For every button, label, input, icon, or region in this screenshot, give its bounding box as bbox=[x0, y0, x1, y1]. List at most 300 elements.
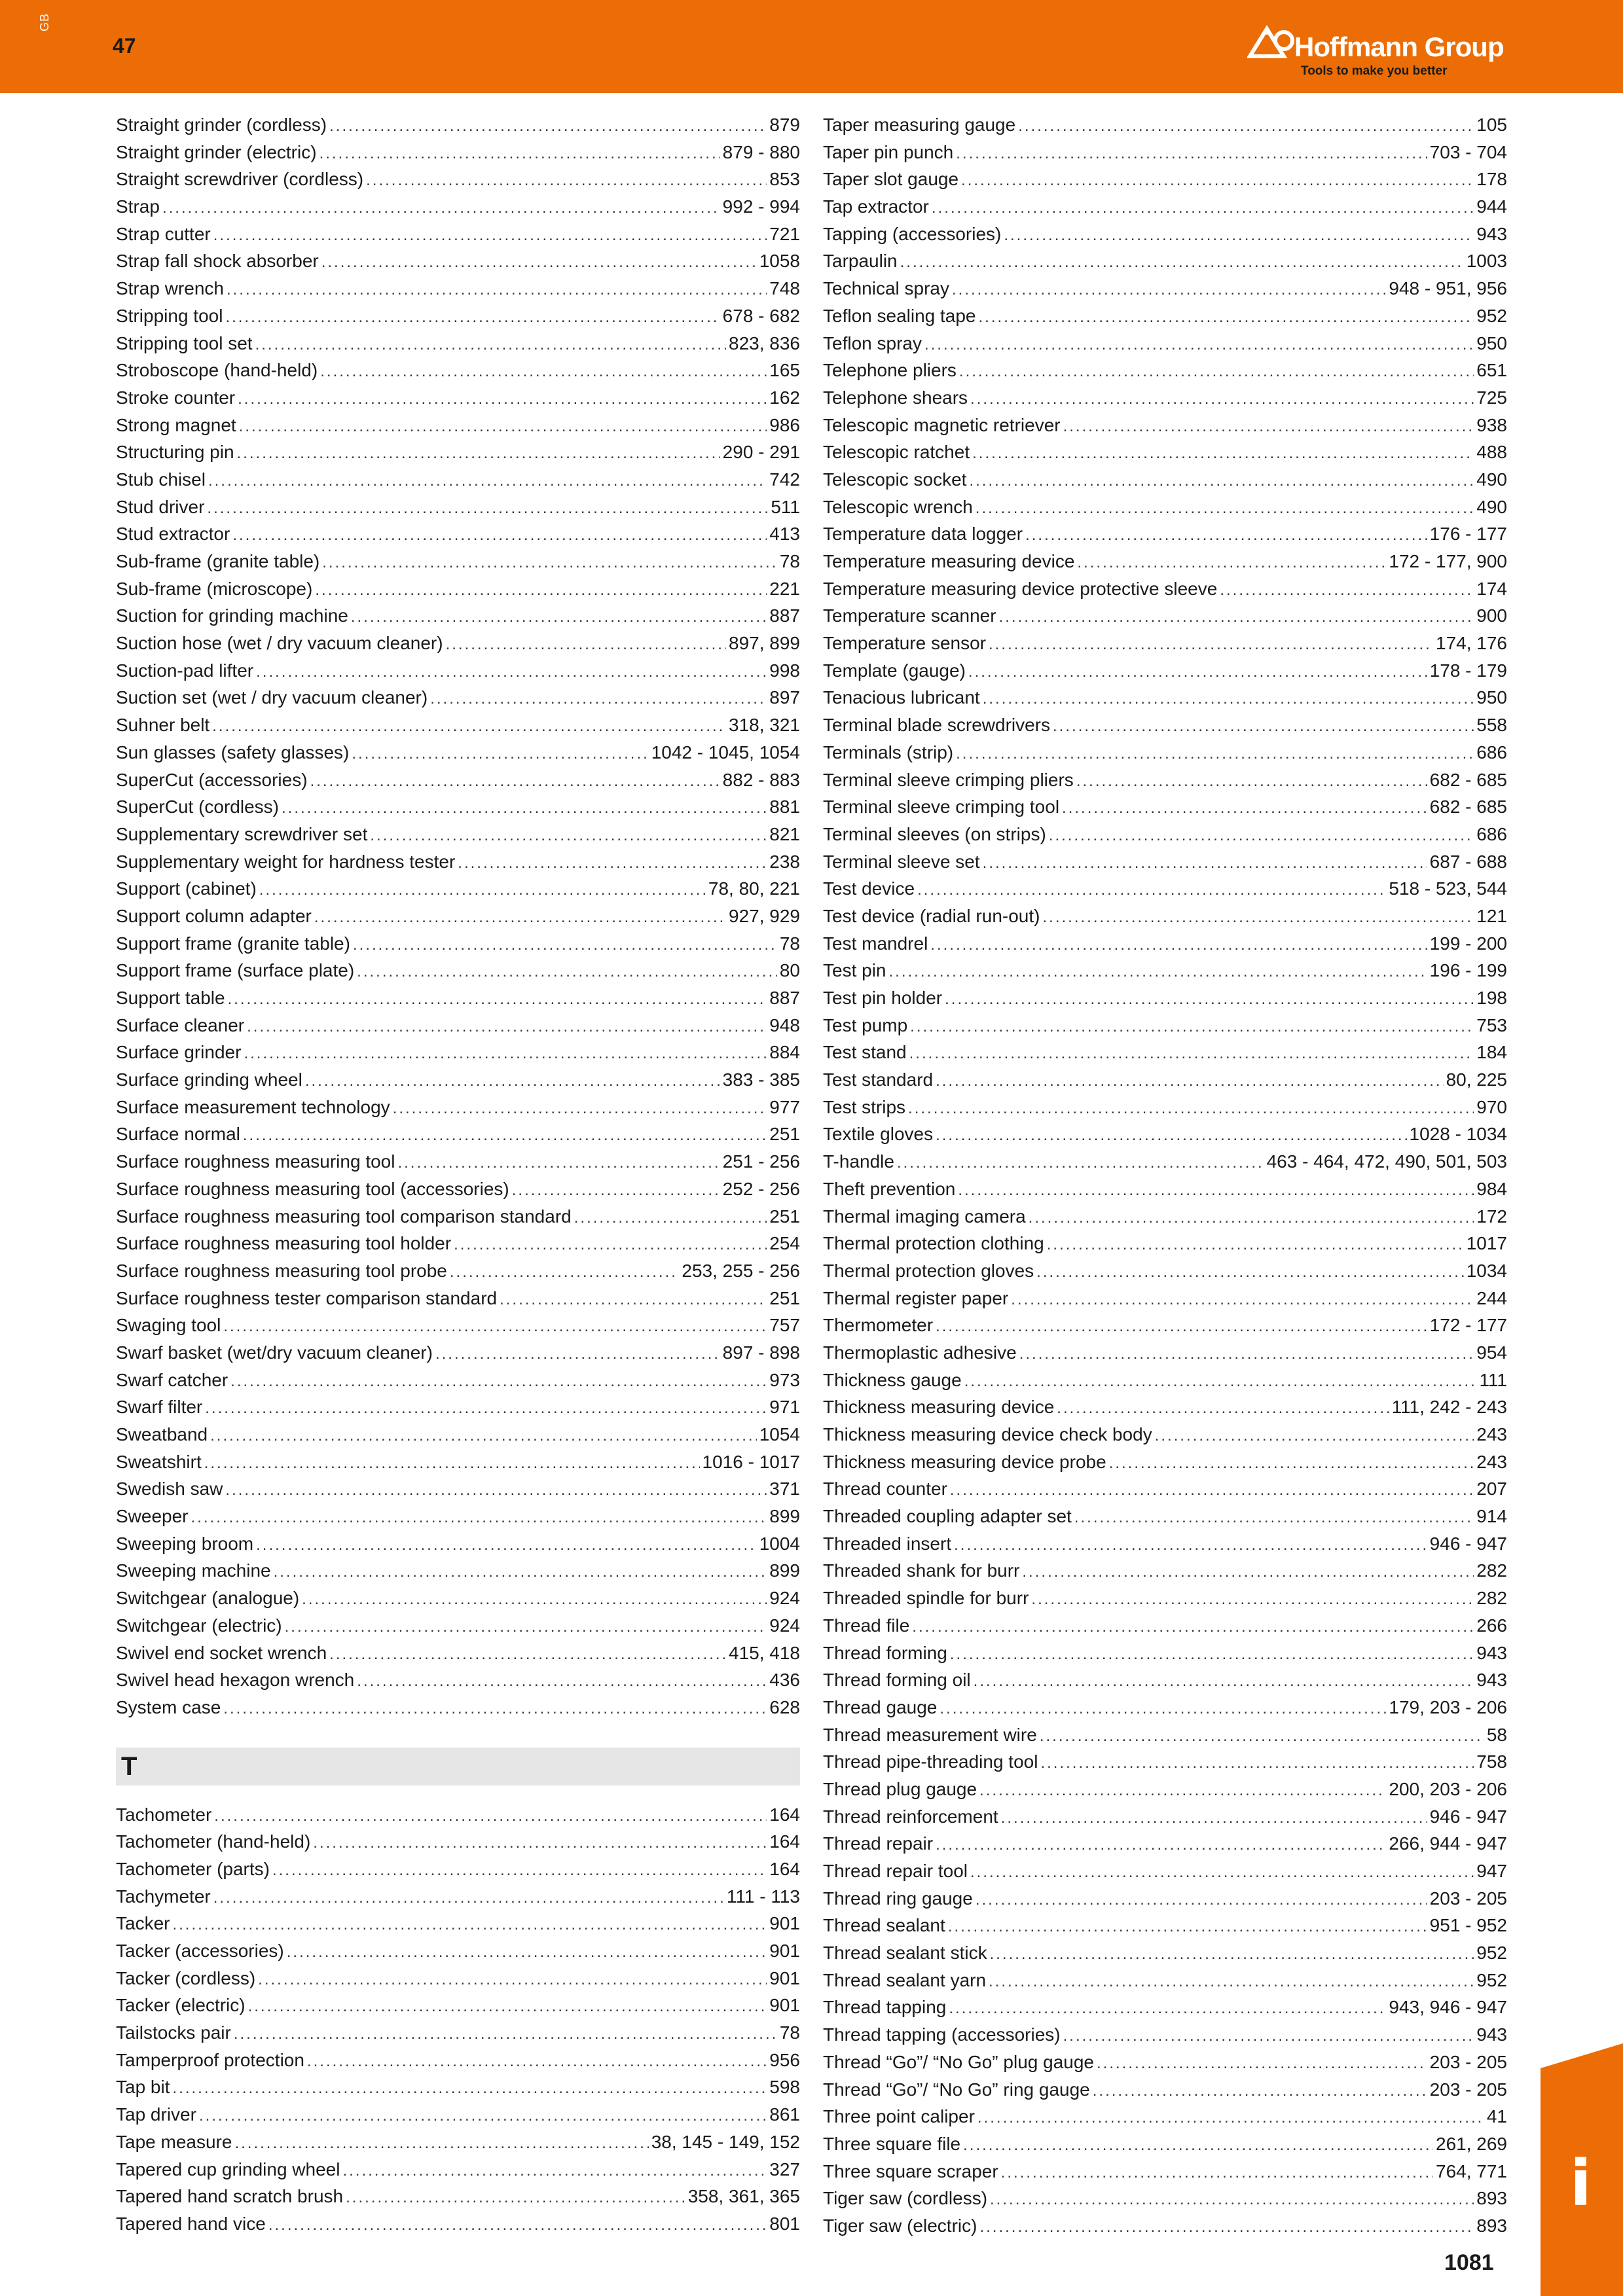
index-pages: 721 bbox=[769, 223, 800, 244]
dot-leader bbox=[247, 1013, 767, 1041]
index-entry[interactable] bbox=[116, 1828, 800, 1856]
index-entry[interactable] bbox=[823, 575, 1507, 603]
index-entry[interactable] bbox=[116, 1612, 800, 1640]
index-entry[interactable] bbox=[116, 1666, 800, 1694]
index-term: Theft prevention bbox=[823, 1178, 956, 1199]
index-entry[interactable] bbox=[116, 139, 800, 166]
index-term: Tap extractor bbox=[823, 196, 929, 217]
index-entry[interactable] bbox=[116, 2128, 800, 2156]
index-entry[interactable] bbox=[823, 657, 1507, 685]
index-entry[interactable] bbox=[116, 602, 800, 630]
index-entry[interactable] bbox=[823, 1257, 1507, 1285]
index-entry[interactable] bbox=[823, 1912, 1507, 1939]
index-entry[interactable] bbox=[823, 1066, 1507, 1094]
dot-leader bbox=[1220, 577, 1474, 604]
dot-leader bbox=[972, 440, 1474, 467]
index-entry[interactable] bbox=[116, 821, 800, 848]
index-pages: 598 bbox=[769, 2077, 800, 2098]
dot-leader bbox=[974, 1668, 1474, 1695]
dot-leader bbox=[574, 1204, 767, 1232]
index-pages: 950 bbox=[1476, 687, 1507, 708]
index-pages: 948 - 951, 956 bbox=[1389, 278, 1507, 299]
index-entry[interactable] bbox=[823, 2021, 1507, 2049]
index-entry[interactable] bbox=[823, 1721, 1507, 1749]
index-term: Stud driver bbox=[116, 496, 205, 517]
index-term: Swedish saw bbox=[116, 1479, 223, 1499]
index-entry[interactable] bbox=[823, 875, 1507, 903]
index-entry[interactable] bbox=[823, 1121, 1507, 1148]
index-entry[interactable] bbox=[823, 139, 1507, 166]
dot-leader bbox=[258, 1966, 767, 1994]
index-term: Temperature measuring device protective sleeve bbox=[823, 578, 1218, 599]
index-entry[interactable] bbox=[823, 439, 1507, 466]
index-entry[interactable] bbox=[823, 1012, 1507, 1039]
index-pages: 998 bbox=[769, 660, 800, 681]
index-term: Threaded insert bbox=[823, 1533, 952, 1554]
index-pages: 944 bbox=[1476, 196, 1507, 217]
index-entry[interactable] bbox=[116, 1640, 800, 1667]
index-pages: 78 bbox=[779, 933, 800, 954]
index-pages: 511 bbox=[771, 496, 800, 517]
index-pages: 243 bbox=[1476, 1451, 1507, 1472]
index-pages: 879 bbox=[769, 115, 800, 135]
index-pages: 266 bbox=[1476, 1615, 1507, 1636]
index-entry[interactable] bbox=[116, 1148, 800, 1175]
dot-leader bbox=[321, 249, 757, 276]
index-entry[interactable] bbox=[823, 1312, 1507, 1339]
dot-leader bbox=[964, 1368, 1477, 1395]
dot-leader bbox=[912, 1613, 1474, 1641]
index-entry[interactable] bbox=[116, 247, 800, 275]
index-entry[interactable] bbox=[116, 1203, 800, 1230]
index-entry[interactable] bbox=[116, 1230, 800, 1257]
index-entry[interactable] bbox=[823, 2130, 1507, 2158]
index-pages: 251 bbox=[769, 1287, 800, 1308]
index-list-s bbox=[116, 111, 800, 1721]
index-entry[interactable] bbox=[116, 330, 800, 357]
index-entry[interactable] bbox=[823, 2158, 1507, 2185]
index-entry[interactable] bbox=[116, 1503, 800, 1530]
index-entry[interactable] bbox=[823, 684, 1507, 711]
index-entry[interactable] bbox=[823, 302, 1507, 330]
index-entry[interactable] bbox=[823, 1994, 1507, 2021]
index-entry[interactable] bbox=[823, 1857, 1507, 1885]
index-entry[interactable] bbox=[116, 439, 800, 466]
index-entry[interactable] bbox=[823, 1640, 1507, 1667]
index-entry[interactable] bbox=[823, 766, 1507, 794]
index-pages: 882 - 883 bbox=[722, 769, 800, 790]
index-term: Telescopic ratchet bbox=[823, 442, 970, 463]
index-entry[interactable] bbox=[823, 793, 1507, 821]
dot-leader bbox=[1109, 1450, 1474, 1477]
index-entry[interactable] bbox=[116, 193, 800, 221]
index-entry[interactable] bbox=[116, 1012, 800, 1039]
index-entry[interactable] bbox=[823, 2103, 1507, 2130]
index-entry[interactable] bbox=[823, 711, 1507, 739]
dot-leader bbox=[968, 658, 1427, 686]
dot-leader bbox=[1049, 822, 1474, 850]
dot-leader bbox=[274, 1558, 767, 1586]
index-term: Sub-frame (granite table) bbox=[116, 551, 320, 571]
index-term: Temperature sensor bbox=[823, 633, 987, 654]
index-entry[interactable] bbox=[116, 2019, 800, 2047]
index-entry[interactable] bbox=[823, 111, 1507, 139]
index-entry[interactable] bbox=[116, 1121, 800, 1148]
index-entry[interactable] bbox=[823, 466, 1507, 493]
index-entry[interactable] bbox=[823, 1148, 1507, 1175]
index-entry[interactable] bbox=[116, 1175, 800, 1203]
index-entry[interactable] bbox=[116, 221, 800, 248]
index-pages: 436 bbox=[769, 1670, 800, 1691]
index-term: Tapered hand scratch brush bbox=[116, 2186, 344, 2207]
index-entry[interactable] bbox=[823, 2185, 1507, 2212]
index-entry[interactable] bbox=[823, 330, 1507, 357]
index-entry[interactable] bbox=[116, 630, 800, 657]
index-term: Thermal protection gloves bbox=[823, 1260, 1034, 1281]
index-entry[interactable] bbox=[116, 575, 800, 603]
index-entry[interactable] bbox=[116, 1066, 800, 1094]
index-pages: 914 bbox=[1476, 1506, 1507, 1527]
index-entry[interactable] bbox=[116, 1585, 800, 1612]
index-term: Strap cutter bbox=[116, 223, 211, 244]
index-entry[interactable] bbox=[823, 412, 1507, 439]
index-entry[interactable] bbox=[823, 1285, 1507, 1312]
index-entry[interactable] bbox=[116, 111, 800, 139]
index-term: Swaging tool bbox=[116, 1315, 221, 1336]
index-pages: 203 - 205 bbox=[1429, 2079, 1507, 2100]
index-entry[interactable] bbox=[823, 739, 1507, 766]
dot-leader bbox=[979, 2214, 1474, 2241]
index-entry[interactable] bbox=[823, 1885, 1507, 1912]
dot-leader bbox=[191, 1504, 767, 1532]
dot-leader bbox=[357, 958, 777, 986]
index-entry[interactable] bbox=[823, 1367, 1507, 1394]
index-pages: 943, 946 - 947 bbox=[1389, 1997, 1507, 2018]
index-entry[interactable] bbox=[823, 1585, 1507, 1612]
index-entry[interactable] bbox=[116, 412, 800, 439]
index-term: Textile gloves bbox=[823, 1124, 934, 1145]
index-entry[interactable] bbox=[116, 166, 800, 193]
index-entry[interactable] bbox=[823, 1939, 1507, 1967]
index-entry[interactable] bbox=[116, 711, 800, 739]
index-entry[interactable] bbox=[116, 930, 800, 958]
index-entry[interactable] bbox=[823, 1421, 1507, 1448]
index-pages: 893 bbox=[1476, 2188, 1507, 2209]
index-entry[interactable] bbox=[823, 602, 1507, 630]
index-entry[interactable] bbox=[116, 2156, 800, 2183]
index-entry[interactable] bbox=[823, 275, 1507, 302]
index-entry[interactable] bbox=[823, 166, 1507, 193]
index-pages: 174, 176 bbox=[1436, 633, 1507, 654]
index-pages: 78 bbox=[779, 2022, 800, 2043]
index-term: Straight screwdriver (cordless) bbox=[116, 169, 364, 190]
index-entry[interactable] bbox=[116, 984, 800, 1012]
index-entry[interactable] bbox=[823, 2049, 1507, 2076]
index-term: Tachymeter bbox=[116, 1886, 211, 1907]
index-pages: 243 bbox=[1476, 1424, 1507, 1444]
dot-leader bbox=[1097, 2050, 1427, 2077]
index-entry[interactable] bbox=[823, 903, 1507, 930]
chapter-number: 47 bbox=[113, 34, 136, 58]
index-entry[interactable] bbox=[116, 548, 800, 575]
index-entry[interactable] bbox=[823, 1803, 1507, 1831]
index-entry[interactable] bbox=[823, 1230, 1507, 1257]
dot-leader bbox=[234, 2130, 648, 2157]
index-entry[interactable] bbox=[823, 848, 1507, 876]
index-term: Thickness measuring device check body bbox=[823, 1424, 1152, 1444]
dot-leader bbox=[952, 276, 1386, 304]
index-entry[interactable] bbox=[823, 1203, 1507, 1230]
dot-leader bbox=[346, 2184, 685, 2212]
index-pages: 924 bbox=[769, 1588, 800, 1609]
index-entry[interactable] bbox=[116, 1694, 800, 1721]
index-entry[interactable] bbox=[823, 1530, 1507, 1558]
index-entry[interactable] bbox=[116, 2183, 800, 2210]
dot-leader bbox=[205, 1395, 767, 1422]
index-term: Support column adapter bbox=[116, 905, 312, 926]
index-entry[interactable] bbox=[116, 903, 800, 930]
index-pages: 884 bbox=[769, 1042, 800, 1063]
index-entry[interactable] bbox=[116, 684, 800, 711]
index-entry[interactable] bbox=[116, 1856, 800, 1883]
index-pages: 952 bbox=[1476, 1943, 1507, 1964]
index-pages: 938 bbox=[1476, 414, 1507, 435]
index-term: Thread sealant stick bbox=[823, 1943, 987, 1964]
index-pages: 893 bbox=[1476, 2215, 1507, 2236]
index-entry[interactable] bbox=[823, 2212, 1507, 2240]
index-term: Teflon spray bbox=[823, 332, 922, 353]
index-term: Terminals (strip) bbox=[823, 742, 954, 762]
index-entry[interactable] bbox=[116, 357, 800, 384]
dot-leader bbox=[1001, 1804, 1427, 1832]
index-entry[interactable] bbox=[116, 1910, 800, 1937]
dot-leader bbox=[234, 2020, 777, 2048]
index-entry[interactable] bbox=[116, 1339, 800, 1367]
index-entry[interactable] bbox=[823, 630, 1507, 657]
dot-leader bbox=[1019, 1340, 1474, 1368]
index-entry[interactable] bbox=[823, 2076, 1507, 2104]
index-pages: 164 bbox=[769, 1831, 800, 1852]
index-entry[interactable] bbox=[116, 1257, 800, 1285]
index-entry[interactable] bbox=[116, 520, 800, 548]
index-term: Sun glasses (safety glasses) bbox=[116, 742, 350, 762]
index-entry[interactable] bbox=[823, 1748, 1507, 1776]
index-entry[interactable] bbox=[116, 739, 800, 766]
index-entry[interactable] bbox=[823, 1967, 1507, 1994]
dot-leader bbox=[314, 904, 726, 931]
logo-name: Hoffmann Group bbox=[1294, 31, 1504, 62]
index-term: Taper slot gauge bbox=[823, 169, 959, 190]
index-term: Support frame (granite table) bbox=[116, 933, 350, 954]
index-term: Structuring pin bbox=[116, 442, 234, 463]
index-entry[interactable] bbox=[116, 1965, 800, 1992]
index-term: Terminal blade screwdrivers bbox=[823, 715, 1051, 736]
index-term: Support (cabinet) bbox=[116, 878, 257, 899]
index-term: Stripping tool set bbox=[116, 332, 253, 353]
index-pages: 203 - 205 bbox=[1429, 1888, 1507, 1909]
index-entry[interactable] bbox=[823, 821, 1507, 848]
index-term: Thread reinforcement bbox=[823, 1806, 998, 1827]
index-entry[interactable] bbox=[823, 548, 1507, 575]
index-term: Thread counter bbox=[823, 1479, 947, 1499]
dot-leader bbox=[500, 1286, 767, 1314]
index-term: Thread “Go”/ “No Go” plug gauge bbox=[823, 2051, 1094, 2072]
index-entry[interactable] bbox=[823, 247, 1507, 275]
index-entry[interactable] bbox=[823, 221, 1507, 248]
dot-leader bbox=[956, 740, 1474, 768]
index-pages: 1034 bbox=[1466, 1260, 1507, 1281]
index-entry[interactable] bbox=[823, 1393, 1507, 1421]
dot-leader bbox=[909, 1040, 1474, 1067]
index-entry[interactable] bbox=[116, 1448, 800, 1476]
dot-leader bbox=[1029, 1204, 1474, 1232]
index-entry[interactable] bbox=[823, 1094, 1507, 1121]
index-term: Tap driver bbox=[116, 2104, 196, 2125]
index-pages: 174 bbox=[1476, 578, 1507, 599]
country-code: GB bbox=[38, 12, 51, 31]
index-entry[interactable] bbox=[116, 2073, 800, 2101]
index-entry[interactable] bbox=[116, 2101, 800, 2128]
index-entry[interactable] bbox=[823, 1039, 1507, 1066]
index-entry[interactable] bbox=[823, 930, 1507, 958]
index-pages: 943 bbox=[1476, 1670, 1507, 1691]
index-entry[interactable] bbox=[116, 657, 800, 685]
index-entry[interactable] bbox=[823, 1666, 1507, 1694]
index-entry[interactable] bbox=[823, 1475, 1507, 1503]
index-entry[interactable] bbox=[116, 1557, 800, 1585]
index-entry[interactable] bbox=[116, 1312, 800, 1339]
index-pages: 947 bbox=[1476, 1861, 1507, 1881]
index-entry[interactable] bbox=[823, 357, 1507, 384]
index-entry[interactable] bbox=[116, 1530, 800, 1558]
index-pages: 463 - 464, 472, 490, 501, 503 bbox=[1266, 1151, 1507, 1172]
index-pages: 748 bbox=[769, 278, 800, 299]
page-number: 1081 bbox=[1444, 2250, 1494, 2275]
index-term: System case bbox=[116, 1696, 221, 1717]
dot-leader bbox=[1018, 113, 1474, 140]
index-entry[interactable] bbox=[116, 1421, 800, 1448]
index-entry[interactable] bbox=[116, 275, 800, 302]
index-term: Thermometer bbox=[823, 1315, 934, 1336]
dot-leader bbox=[199, 2102, 767, 2130]
index-term: Tacker (electric) bbox=[116, 1995, 246, 2016]
index-pages: 954 bbox=[1476, 1342, 1507, 1363]
index-term: Strong magnet bbox=[116, 414, 236, 435]
index-pages: 900 bbox=[1476, 605, 1507, 626]
index-entry[interactable] bbox=[116, 1367, 800, 1394]
index-pages: 1042 - 1045, 1054 bbox=[651, 742, 800, 762]
index-entry[interactable] bbox=[116, 2210, 800, 2238]
index-pages: 899 bbox=[769, 1560, 800, 1581]
index-entry[interactable] bbox=[116, 2047, 800, 2074]
index-entry[interactable] bbox=[116, 957, 800, 984]
index-pages: 111 - 113 bbox=[726, 1886, 800, 1907]
index-entry[interactable] bbox=[823, 1339, 1507, 1367]
dot-leader bbox=[961, 167, 1474, 194]
index-pages: 821 bbox=[769, 823, 800, 844]
index-term: Three square file bbox=[823, 2133, 961, 2154]
index-entry[interactable] bbox=[823, 957, 1507, 984]
index-pages: 80, 225 bbox=[1446, 1069, 1507, 1090]
index-entry[interactable] bbox=[116, 1475, 800, 1503]
index-pages: 943 bbox=[1476, 1642, 1507, 1663]
index-entry[interactable] bbox=[116, 848, 800, 876]
index-entry[interactable] bbox=[116, 1801, 800, 1829]
index-entry[interactable] bbox=[823, 1694, 1507, 1721]
index-pages: 58 bbox=[1486, 1724, 1507, 1745]
index-entry[interactable] bbox=[116, 302, 800, 330]
index-pages: 178 bbox=[1476, 169, 1507, 190]
header-bar bbox=[0, 0, 1623, 93]
index-entry[interactable] bbox=[116, 766, 800, 794]
dot-leader bbox=[1036, 1259, 1464, 1286]
index-entry[interactable] bbox=[823, 1557, 1507, 1585]
index-entry[interactable] bbox=[823, 384, 1507, 412]
info-tab[interactable] bbox=[1541, 2043, 1623, 2296]
index-term: Swarf catcher bbox=[116, 1369, 228, 1390]
dot-leader bbox=[1074, 1504, 1474, 1532]
index-entry[interactable] bbox=[116, 1393, 800, 1421]
dot-leader bbox=[225, 304, 720, 331]
index-pages: 164 bbox=[769, 1804, 800, 1825]
dot-leader bbox=[238, 386, 767, 413]
index-entry[interactable] bbox=[116, 493, 800, 521]
index-pages: 753 bbox=[1476, 1014, 1507, 1035]
index-term: Stroke counter bbox=[116, 387, 236, 408]
index-entry[interactable] bbox=[823, 1175, 1507, 1203]
index-entry[interactable] bbox=[823, 984, 1507, 1012]
index-term: Thread forming oil bbox=[823, 1670, 971, 1691]
index-term: Straight grinder (cordless) bbox=[116, 115, 327, 135]
index-term: Stroboscope (hand-held) bbox=[116, 360, 318, 381]
index-pages: 490 bbox=[1476, 496, 1507, 517]
index-term: Telescopic socket bbox=[823, 469, 967, 490]
index-entry[interactable] bbox=[116, 1883, 800, 1910]
index-term: Temperature scanner bbox=[823, 605, 996, 626]
hoffmann-logo[interactable] bbox=[1247, 25, 1509, 81]
index-entry[interactable] bbox=[116, 1937, 800, 1965]
index-entry[interactable] bbox=[116, 1094, 800, 1121]
index-entry[interactable] bbox=[823, 493, 1507, 521]
dot-leader bbox=[979, 304, 1474, 331]
index-term: Test pump bbox=[823, 1014, 908, 1035]
index-term: Thread forming bbox=[823, 1642, 947, 1663]
index-entry[interactable] bbox=[823, 1503, 1507, 1530]
dot-leader bbox=[910, 1013, 1474, 1041]
index-entry[interactable] bbox=[116, 466, 800, 493]
index-entry[interactable] bbox=[116, 875, 800, 903]
index-pages: 853 bbox=[769, 169, 800, 190]
index-pages: 952 bbox=[1476, 1969, 1507, 1990]
index-pages: 971 bbox=[769, 1397, 800, 1418]
index-entry[interactable] bbox=[823, 1776, 1507, 1803]
index-entry[interactable] bbox=[823, 1830, 1507, 1857]
index-pages: 282 bbox=[1476, 1588, 1507, 1609]
index-pages: 290 - 291 bbox=[722, 442, 800, 463]
index-entry[interactable] bbox=[116, 793, 800, 821]
index-entry[interactable] bbox=[823, 1612, 1507, 1640]
dot-leader bbox=[162, 194, 720, 222]
index-entry[interactable] bbox=[116, 384, 800, 412]
dot-leader bbox=[357, 1668, 767, 1695]
index-entry[interactable] bbox=[823, 520, 1507, 548]
index-entry[interactable] bbox=[116, 1039, 800, 1066]
index-entry[interactable] bbox=[116, 1992, 800, 2019]
index-entry[interactable] bbox=[823, 1448, 1507, 1476]
index-entry[interactable] bbox=[823, 193, 1507, 221]
index-term: Tiger saw (cordless) bbox=[823, 2188, 988, 2209]
index-entry[interactable] bbox=[116, 1285, 800, 1312]
